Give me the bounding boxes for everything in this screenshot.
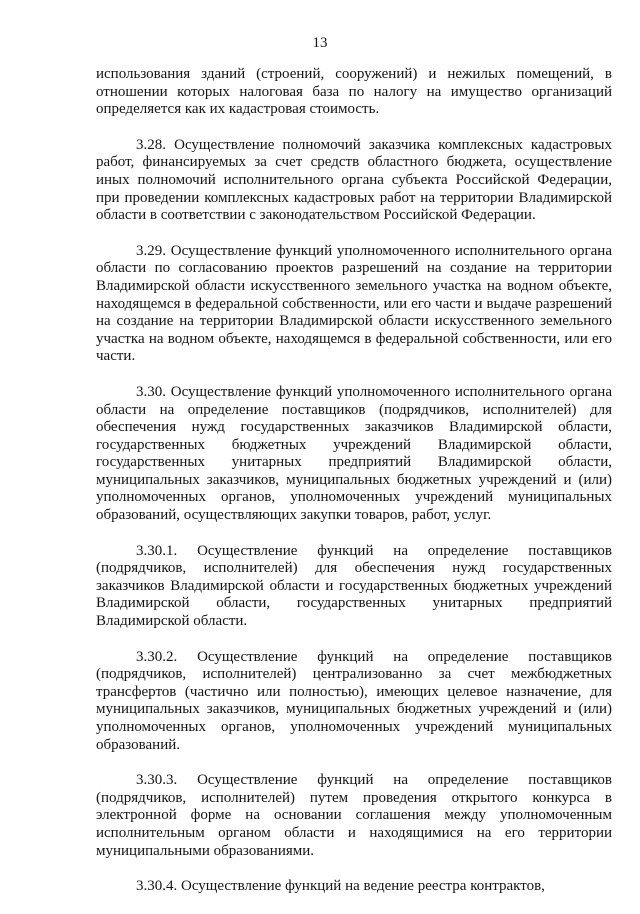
page-number: 13	[312, 35, 328, 51]
paragraph-3-30: 3.30. Осуществление функций уполномоченного исполнительного органа области на определение поставщиков (подрядчиков, исполнителей) для обеспечения нужд государственных заказчиков Владимирской области, государственных бюджетных учреждений Владимирской области, государственных унитарных предприятий Владимирской области, муниципальных заказчиков, муниципальных бюджетных учреждений и (или) уполномоченных органов, уполномоченных учреждений муниципальных образований, осуществляющих закупки товаров, работ, услуг.	[96, 383, 612, 524]
paragraph-3-30-1: 3.30.1. Осуществление функций на определение поставщиков (подрядчиков, исполнителей) для обеспечения нужд государственных заказчиков Владимирской области и государственных бюджетных учреждений Владимирской области, государственных унитарных предприятий Владимирской области.	[96, 542, 612, 630]
paragraph-3-30-2: 3.30.2. Осуществление функций на определение поставщиков (подрядчиков, исполнителей) централизованно за счет межбюджетных трансфертов (частично или полностью), имеющих целевое назначение, для муниципальных заказчиков, муниципальных бюджетных учреждений и (или) уполномоченных органов, уполномоченных учреждений муниципальных образований.	[96, 648, 612, 753]
paragraph-3-28: 3.28. Осуществление полномочий заказчика комплексных кадастровых работ, финансируемых за счет средств областного бюджета, осуществление иных полномочий исполнительного органа субъекта Российской Федерации, при проведении комплексных кадастровых работ на территории Владимирской области в соответствии с законодательством Российской Федерации.	[96, 136, 612, 224]
paragraph-3-30-3: 3.30.3. Осуществление функций на определение поставщиков (подрядчиков, исполнителей) путем проведения открытого конкурса в электронной форме на основании соглашения между уполномоченным исполнительным органом области и находящимися на его территории муниципальными образованиями.	[96, 772, 612, 859]
paragraph-3-29: 3.29. Осуществление функций уполномоченного исполнительного органа области по согласованию проектов разрешений на создание на территории Владимирской области искусственного земельного участка на водном объекте, находящемся в федеральной собственности, или его части и выдаче разрешений на создание на территории Владимирской области искусственного земельного участка на водном объекте, находящемся в федеральной собственности, или его части.	[96, 242, 612, 365]
paragraph-continuation: использования зданий (строений, сооружений) и нежилых помещений, в отношении которых налоговая база по налогу на имущество организаций определяется как их кадастровая стоимость.	[96, 66, 612, 118]
document-body	[96, 66, 612, 914]
paragraph-3-30-4: 3.30.4. Осуществление функций на ведение реестра контрактов,	[136, 878, 545, 895]
